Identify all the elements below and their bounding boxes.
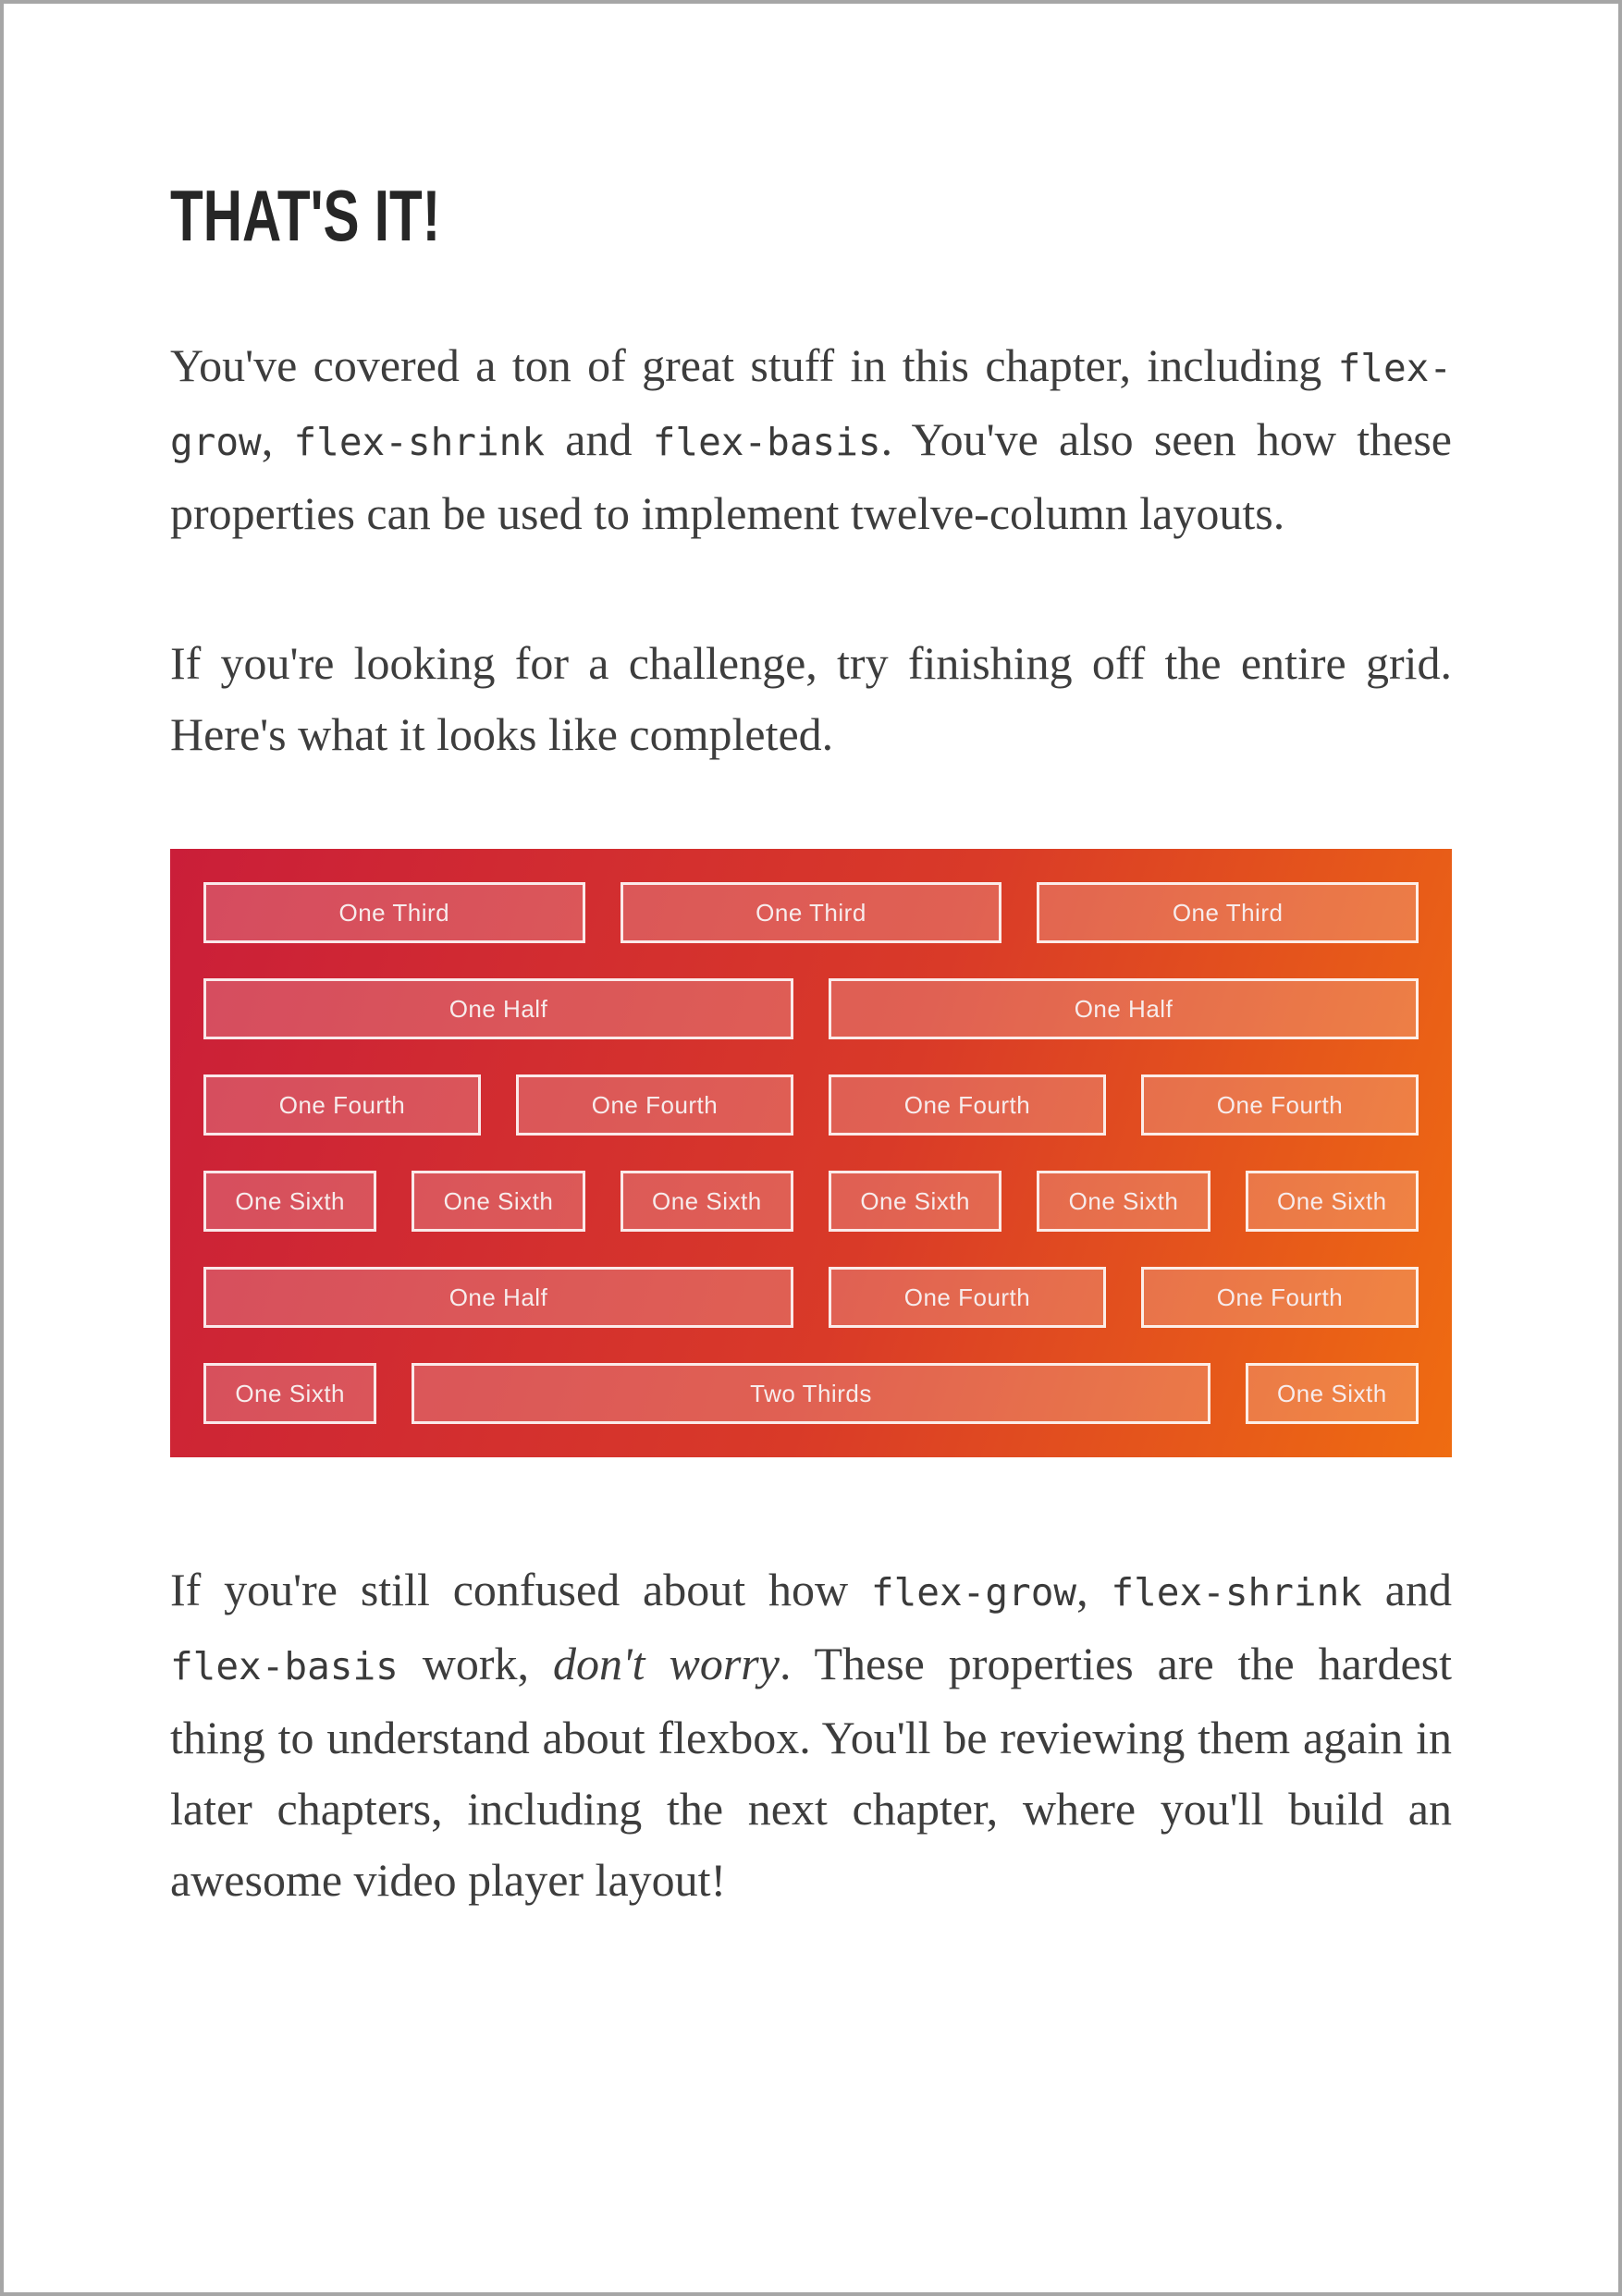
grid-cell [203, 1363, 376, 1424]
text-run: , [261, 413, 294, 465]
grid-cell [829, 1267, 1106, 1328]
grid-cell-label: One Sixth [443, 1186, 554, 1215]
twelve-column-grid-figure [170, 849, 1452, 1457]
grid-row-thirds [203, 882, 1419, 943]
grid-cell [829, 978, 1419, 1039]
grid-cell [203, 1074, 481, 1136]
grid-cell [203, 1171, 376, 1232]
paragraph-challenge [170, 628, 1452, 770]
grid-cell [412, 1363, 1210, 1424]
grid-cell [1141, 1074, 1419, 1136]
grid-cell-label: One Fourth [1216, 1090, 1344, 1119]
grid-cell [1141, 1267, 1419, 1328]
text-run: work, [398, 1638, 553, 1689]
grid-cell-label: One Sixth [1068, 1186, 1179, 1215]
grid-cell-label: Two Thirds [750, 1379, 872, 1407]
grid-cell-label: One Sixth [235, 1379, 345, 1407]
grid-cell [203, 978, 793, 1039]
grid-cell-label: One Sixth [1276, 1186, 1387, 1215]
code-flex-shrink: flex-shrink [1111, 1570, 1362, 1615]
text-run: If you're looking for a challenge, try finishing off the entire grid. Here's what it looks like completed. [170, 637, 1452, 760]
grid-cell [1037, 882, 1419, 943]
text-run: . You've also seen how these properties can be used to implement twelve-column layouts. [170, 413, 1452, 539]
grid-cell-label: One Fourth [591, 1090, 719, 1119]
grid-cell [829, 1171, 1001, 1232]
text-run: You've covered a ton of great stuff in this chapter, including [170, 339, 1338, 391]
grid-cell [412, 1171, 584, 1232]
code-flex-grow: flex-grow [170, 346, 1452, 464]
grid-cell [1246, 1171, 1419, 1232]
grid-row-sixths [203, 1171, 1419, 1232]
grid-cell [203, 882, 585, 943]
grid-cell [516, 1074, 793, 1136]
code-flex-basis: flex-basis [652, 420, 881, 464]
code-flex-grow: flex-grow [870, 1570, 1077, 1615]
grid-cell [1037, 1171, 1210, 1232]
grid-cell-label: One Third [756, 898, 866, 927]
emphasis-dont-worry: don't worry [552, 1638, 780, 1689]
code-flex-shrink: flex-shrink [293, 420, 546, 464]
grid-cell-label: One Fourth [903, 1283, 1031, 1311]
grid-cell-label: One Fourth [1216, 1283, 1344, 1311]
text-run: , [1076, 1564, 1112, 1615]
page-content [4, 175, 1618, 1916]
text-run: If you're still confused about how [170, 1564, 871, 1615]
grid-cell [621, 882, 1002, 943]
grid-cell-label: One Sixth [235, 1186, 345, 1215]
grid-cell-label: One Sixth [1276, 1379, 1387, 1407]
grid-cell-label: One Third [338, 898, 450, 927]
grid-cell [829, 1074, 1106, 1136]
text-run: and [545, 413, 653, 465]
grid-row-sixth-twothirds-sixth [203, 1363, 1419, 1424]
text-run: . These properties are the hardest thing to understand about flexbox. You'll be reviewing them again in later chapters, including the next chapter, where you'll build an awesome video player layout! [170, 1638, 1453, 1906]
grid-cell-label: One Sixth [860, 1186, 970, 1215]
paragraph-outro [170, 1554, 1452, 1916]
grid-cell [203, 1267, 793, 1328]
grid-cell-label: One Fourth [278, 1090, 406, 1119]
grid-cell-label: One Sixth [651, 1186, 762, 1215]
grid-cell-label: One Half [449, 1283, 548, 1311]
grid-cell [621, 1171, 793, 1232]
grid-row-halves [203, 978, 1419, 1039]
text-run: and [1361, 1564, 1452, 1615]
page-title-text: THAT'S IT! [170, 175, 441, 256]
grid-cell-label: One Half [1074, 994, 1173, 1023]
grid-cell-label: One Half [449, 994, 548, 1023]
grid-cell-label: One Third [1172, 898, 1284, 927]
code-flex-basis: flex-basis [170, 1644, 399, 1688]
grid-cell-label: One Fourth [903, 1090, 1031, 1119]
grid-row-fourths [203, 1074, 1419, 1136]
grid-cell [1246, 1363, 1419, 1424]
page-title [170, 175, 1452, 256]
paragraph-intro [170, 330, 1452, 549]
grid-row-half-fourths [203, 1267, 1419, 1328]
